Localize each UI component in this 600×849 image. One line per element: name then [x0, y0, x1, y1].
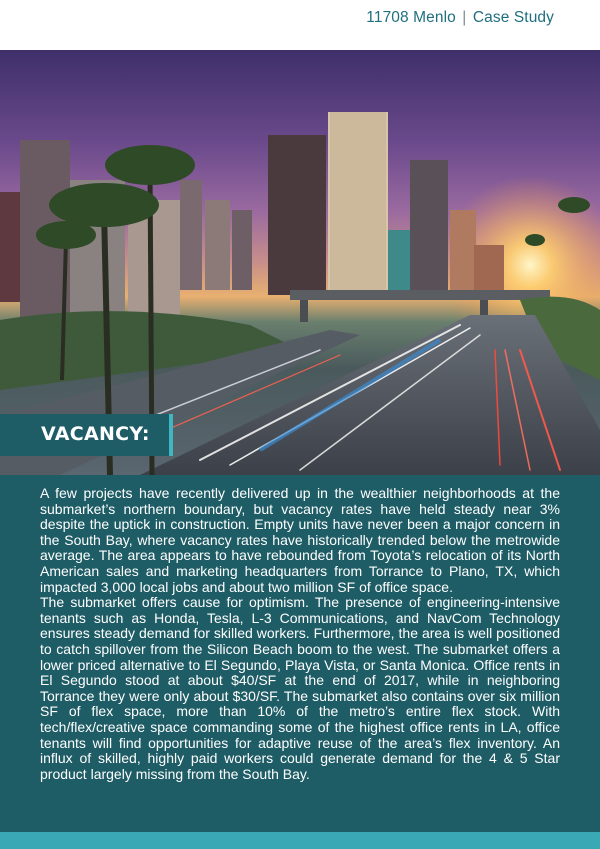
footer-bar — [0, 832, 600, 849]
paragraph-2: The submarket offers cause for optimism. The presence of engineering-intensive tenants such as Honda, Tesla, L-3 Communications, and NavCom Technology ensures steady demand for skilled workers. Furthermore, the area is well positioned to catch spillover from the Silicon Beach boom to the west. The submarket offers a lower priced alternative to El Segundo, Playa Vista, or Santa Monica. Office rents in El Segundo stood at about $40/SF at the end of 2017, while in neighboring Torrance they were only about $30/SF. The submarket also contains over six million SF of flex space, more than 10% of the metro’s entire flex stock. With tech/flex/creative space commanding some of the highest office rents in LA, office tenants will find opportunities for adaptive reuse of the area’s flex inventory. An influx of skilled, highly paid workers could generate demand for the 4 & 5 Star product largely missing from the South Bay. — [40, 594, 560, 782]
section-banner — [0, 414, 173, 456]
paragraph-1: A few projects have recently delivered up in the wealthier neighborhoods at the submarket’s northern boundary, but vacancy rates have held steady near 3% despite the uptick in construction. Empty units have never been a major concern in the South Bay, where vacancy rates have historically trended below the metrowide average. The area appears to have rebounded from Toyota’s relocation of its North American sales and marketing headquarters from Torrance to Plano, TX, which impacted 3,000 local jobs and about two million SF of office space. — [40, 485, 560, 595]
city-freeway-illustration — [0, 50, 600, 475]
header-doc-type: Case Study — [472, 9, 554, 26]
header-address: 11708 Menlo — [366, 9, 456, 26]
city-freeway-photo — [0, 50, 600, 475]
page-header — [0, 0, 600, 50]
header-title — [366, 9, 554, 27]
body-text — [40, 486, 560, 782]
header-separator: | — [462, 9, 467, 26]
content-panel — [0, 475, 600, 832]
section-title: VACANCY: — [41, 423, 150, 445]
